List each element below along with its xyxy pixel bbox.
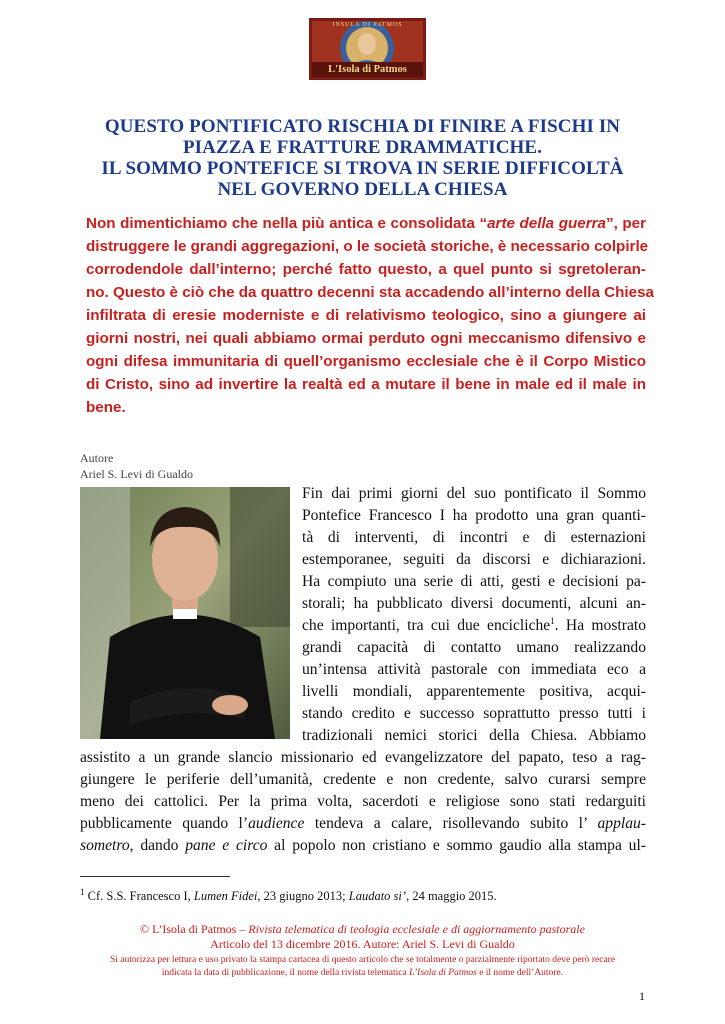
author-name: Ariel S. Levi di Gualdo	[80, 467, 193, 481]
body-line: tradizionali nemici storici della Chiesa. Abbiamo	[302, 727, 646, 744]
logo-text: L'Isola di Patmos	[328, 64, 407, 75]
title-line: QUESTO PONTIFICATO RISCHIA DI FINIRE A FISCHI IN	[104, 116, 621, 137]
magazine-logo	[309, 18, 426, 80]
page-number: 1	[639, 989, 645, 1003]
abstract-line: Non dimentichiamo che nella più antica e consolidata “arte della guerra”, per	[86, 215, 646, 232]
footnote-divider	[80, 876, 230, 877]
body-line: giungere le periferie dell’umanità, credente e non credente, salvo curarsi sempre	[80, 771, 646, 788]
body-line: un’intensa attività pastorale con immediata eco a	[302, 661, 646, 678]
footnote: $^1$ Cf. S.S. Francesco I, Lumen Fidei, 23 giugno 2013; Laudato si’, 24 maggio 2015.	[80, 886, 497, 903]
abstract-line: ogni difesa immunitaria di quell’organismo ecclesiale che è il Corpo Mistico	[86, 353, 646, 370]
body-line: stando credito e successo soprattutto presso tutti i	[302, 705, 646, 722]
body-line: sometro, dando pane e circo al popolo non cristiano e sommo gaudio alla stampa ul-	[80, 837, 646, 854]
body-line: pubblicamente quando l’audience tendeva a calare, risollevando subito l’ applau-	[80, 815, 646, 832]
body-line: estemporanee, seguiti da discorsi e dichiarazioni.	[302, 551, 646, 568]
title-line: IL SOMMO PONTEFICE SI TROVA IN SERIE DIFFICOLTÀ	[101, 158, 624, 179]
author-photo	[80, 487, 290, 739]
body-line: meno dei cattolici. Per la prima volta, sacerdoti e religiose sono stati redarguiti	[80, 793, 646, 810]
footer-article-info: Articolo del 13 dicembre 2016. Autore: Ariel S. Levi di Gualdo	[210, 937, 515, 951]
article-title	[80, 116, 645, 200]
abstract-line: corrodendole dall’interno; perché fatto questo, a quel punto si sgretoleran-	[86, 261, 646, 278]
body-line: assistito a un grande slancio missionario ed evangelizzatore del papato, teso a rag-	[80, 749, 646, 766]
abstract-line: di Cristo, sino ad invertire la realtà ed a mutare il bene in male ed il male in	[86, 376, 646, 393]
footer-permission-2: indicata la data di pubblicazione, il nome della rivista telematica L’Isola di Patmos e il nome dell’Autore.	[161, 968, 564, 978]
abstract-line: giorni nostri, nei quali abbiamo ormai perduto ogni meccanismo difensivo e	[86, 330, 646, 347]
title-line: NEL GOVERNO DELLA CHIESA	[217, 179, 508, 200]
footer-permission: Si autorizza per lettura e uso privato la stampa cartacea di questo articolo che se totalmente o parzialmente riportato deve però recare	[109, 955, 616, 965]
author-label: Autore	[80, 451, 114, 465]
abstract-line: no. Questo è ciò che da quattro decenni sta accadendo all’interno della Chiesa	[86, 284, 654, 301]
body-line: storali; ha pubblicato diversi documenti, alcuni an-	[302, 595, 646, 612]
body-line: grandi capacità di contatto umano realizzando	[302, 639, 646, 656]
abstract-line: infiltrata di eresie moderniste e di relativismo teologico, sino a giungere ai	[86, 307, 646, 324]
body-line: Ha compiuto una serie di atti, gesti e decisioni pa-	[302, 573, 646, 590]
body-line: tà di interventi, di incontri e di esternazioni	[302, 529, 646, 546]
body-line: Fin dai primi giorni del suo pontificato il Sommo	[302, 485, 646, 502]
abstract-line: distruggere le grandi aggregazioni, o le società storiche, è necessario colpirle	[86, 238, 649, 255]
footnote-ref: 1	[550, 615, 555, 626]
logo-arc-text: INSULA DI PATMOS	[332, 22, 403, 28]
abstract-line: bene.	[86, 399, 126, 416]
article-abstract	[86, 212, 654, 419]
title-line: PIAZZA E FRATTURE DRAMMATICHE.	[182, 137, 543, 158]
body-line: che importanti, tra cui due encicliche$^1$. Ha mostrato	[302, 615, 646, 634]
body-line: Pontefice Francesco I ha prodotto una gran quanti-	[302, 507, 646, 524]
body-line: livelli mondiali, apparentemente positiva, acqui-	[302, 683, 646, 700]
footer-copyright: © L’Isola di Patmos – Rivista telematica di teologia ecclesiale e di aggiornamento pastorale	[140, 922, 585, 936]
